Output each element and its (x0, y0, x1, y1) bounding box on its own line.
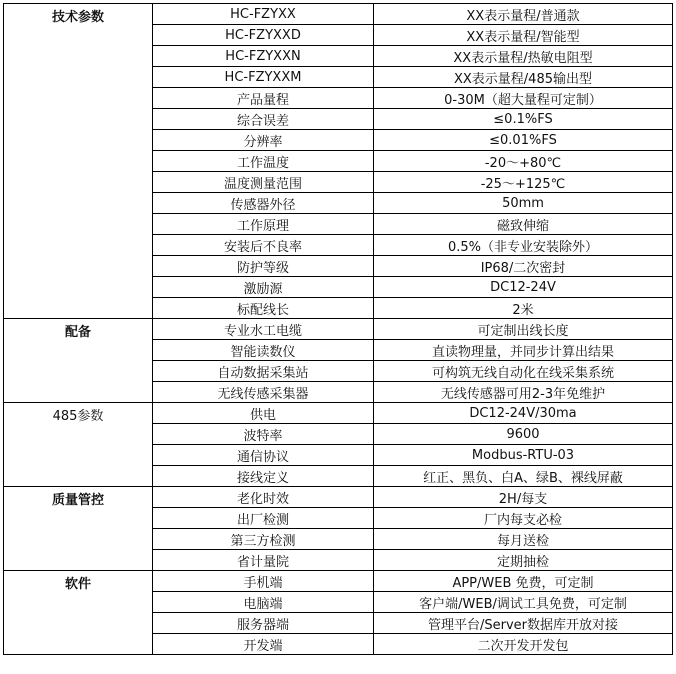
param-name-cell: 分辨率 (153, 130, 374, 151)
param-value-cell: 50mm (374, 193, 673, 214)
param-name-cell: 波特率 (153, 424, 374, 445)
param-value-cell: 厂内每支必检 (374, 508, 673, 529)
param-name-cell: 出厂检测 (153, 508, 374, 529)
category-cell: 485参数 (4, 403, 153, 487)
param-value-cell: 二次开发开发包 (374, 634, 673, 655)
table-row (4, 487, 673, 508)
table-row (4, 571, 673, 592)
param-name-cell: 温度测量范围 (153, 172, 374, 193)
category-cell: 配备 (4, 319, 153, 403)
spec-table-body (4, 4, 673, 655)
param-value-cell: 可定制出线长度 (374, 319, 673, 340)
param-name-cell: 供电 (153, 403, 374, 424)
param-value-cell: XX表示量程/智能型 (374, 25, 673, 46)
param-name-cell: 传感器外径 (153, 193, 374, 214)
table-row (4, 4, 673, 25)
category-cell: 质量管控 (4, 487, 153, 571)
param-value-cell: 9600 (374, 424, 673, 445)
param-value-cell: 2米 (374, 298, 673, 319)
param-value-cell: APP/WEB 免费，可定制 (374, 571, 673, 592)
param-value-cell: DC12-24V (374, 277, 673, 298)
category-cell: 技术参数 (4, 4, 153, 319)
param-value-cell: IP68/二次密封 (374, 256, 673, 277)
param-value-cell: 0.5%（非专业安装除外） (374, 235, 673, 256)
table-row (4, 403, 673, 424)
param-name-cell: HC-FZYXXN (153, 46, 374, 67)
param-value-cell: ≤0.1%FS (374, 109, 673, 130)
param-value-cell: 管理平台/Server数据库开放对接 (374, 613, 673, 634)
param-value-cell: 每月送检 (374, 529, 673, 550)
param-name-cell: 安装后不良率 (153, 235, 374, 256)
param-value-cell: 客户端/WEB/调试工具免费，可定制 (374, 592, 673, 613)
param-name-cell: 防护等级 (153, 256, 374, 277)
table-row (4, 319, 673, 340)
param-name-cell: 综合误差 (153, 109, 374, 130)
param-value-cell: 定期抽检 (374, 550, 673, 571)
param-name-cell: 工作温度 (153, 151, 374, 172)
param-name-cell: 无线传感采集器 (153, 382, 374, 403)
param-name-cell: 老化时效 (153, 487, 374, 508)
param-name-cell: 专业水工电缆 (153, 319, 374, 340)
param-name-cell: 自动数据采集站 (153, 361, 374, 382)
param-value-cell: 直读物理量，并同步计算出结果 (374, 340, 673, 361)
param-name-cell: 接线定义 (153, 466, 374, 487)
param-value-cell: 0-30M（超大量程可定制） (374, 88, 673, 109)
param-name-cell: 激励源 (153, 277, 374, 298)
param-name-cell: 工作原理 (153, 214, 374, 235)
param-value-cell: 可构筑无线自动化在线采集系统 (374, 361, 673, 382)
param-name-cell: 产品量程 (153, 88, 374, 109)
param-value-cell: 红正、黑负、白A、绿B、裸线屏蔽 (374, 466, 673, 487)
param-value-cell: -20～+80℃ (374, 151, 673, 172)
param-value-cell: 磁致伸缩 (374, 214, 673, 235)
param-name-cell: 通信协议 (153, 445, 374, 466)
spec-table (3, 3, 673, 655)
param-value-cell: DC12-24V/30ma (374, 403, 673, 424)
param-value-cell: Modbus-RTU-03 (374, 445, 673, 466)
param-value-cell: 无线传感器可用2-3年免维护 (374, 382, 673, 403)
param-name-cell: 开发端 (153, 634, 374, 655)
param-name-cell: 手机端 (153, 571, 374, 592)
param-value-cell: 2H/每支 (374, 487, 673, 508)
param-name-cell: 省计量院 (153, 550, 374, 571)
param-name-cell: 标配线长 (153, 298, 374, 319)
param-name-cell: HC-FZYXXD (153, 25, 374, 46)
param-name-cell: HC-FZYXX (153, 4, 374, 25)
param-name-cell: HC-FZYXXM (153, 67, 374, 88)
param-value-cell: XX表示量程/485输出型 (374, 67, 673, 88)
param-name-cell: 服务器端 (153, 613, 374, 634)
param-value-cell: -25～+125℃ (374, 172, 673, 193)
param-name-cell: 智能读数仪 (153, 340, 374, 361)
param-name-cell: 电脑端 (153, 592, 374, 613)
param-value-cell: XX表示量程/普通款 (374, 4, 673, 25)
param-value-cell: ≤0.01%FS (374, 130, 673, 151)
param-value-cell: XX表示量程/热敏电阻型 (374, 46, 673, 67)
param-name-cell: 第三方检测 (153, 529, 374, 550)
category-cell: 软件 (4, 571, 153, 655)
